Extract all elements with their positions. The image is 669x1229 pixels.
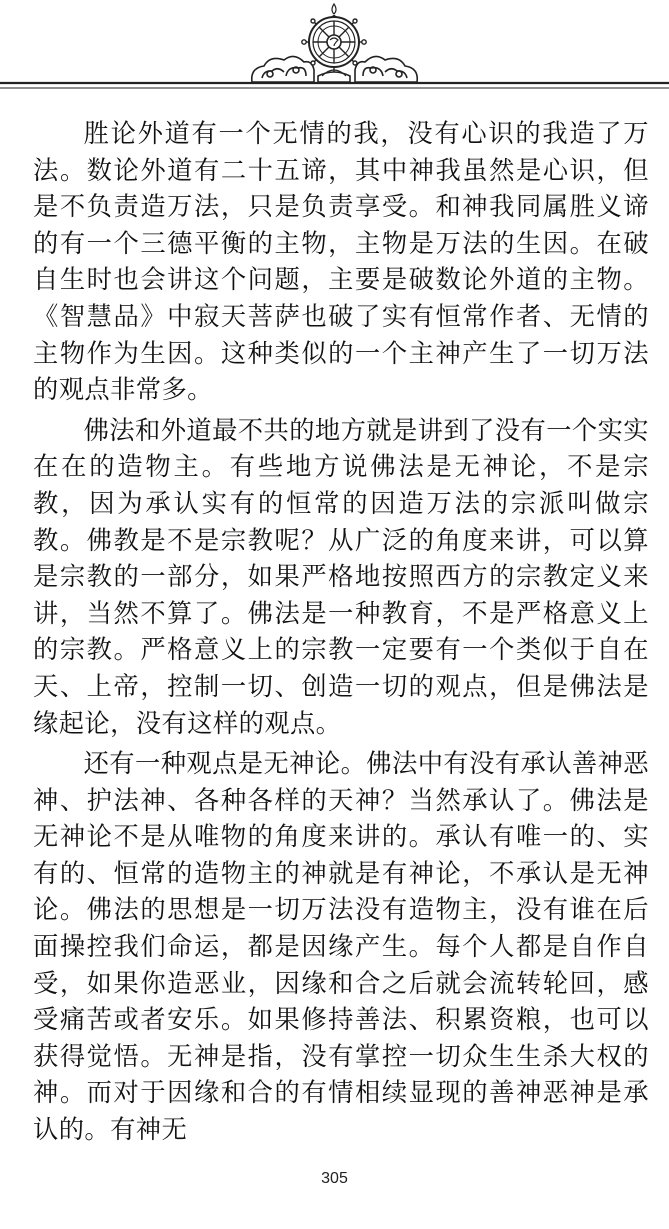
auspicious-cloud-icon bbox=[355, 56, 417, 82]
page-number: 305 bbox=[321, 1170, 348, 1187]
auspicious-cloud-icon bbox=[252, 56, 314, 82]
paragraph: 佛法和外道最不共的地方就是讲到了没有一个实实在在的造物主。有些地方说佛法是无神论，不是宗教，因为承认实有的恒常的因造万法的宗派叫做宗教。佛教是不是宗教呢？从广泛的角度来讲，可以算是宗教的一部分，如果严格地按照西方的宗教定义来讲，当然不算了。佛法是一种教育，不是严格意义上的宗教。严格意义上的宗教一定要有一个类似于自在天、上帝，控制一切、创造一切的观点，但是佛法是缘起论，没有这样的观点。 bbox=[33, 415, 649, 738]
page-header-ornament bbox=[0, 0, 669, 100]
page-body bbox=[33, 116, 649, 1153]
header-rule-lines bbox=[0, 83, 669, 88]
paragraph: 胜论外道有一个无情的我，没有心识的我造了万法。数论外道有二十五谛，其中神我虽然是心识，但是不负责造万法，只是负责享受。和神我同属胜义谛的有一个三德平衡的主物，主物是万法的生因。在破自生时也会讲这个问题，主要是破数论外道的主物。《智慧品》中寂天菩萨也破了实有恒常作者、无情的主物作为生因。这种类似的一个主神产生了一切万法的观点非常多。 bbox=[33, 119, 649, 405]
paragraph: 还有一种观点是无神论。佛法中有没有承认善神恶神、护法神、各种各样的天神？当然承认了。佛法是无神论不是从唯物的角度来讲的。承认有唯一的、实有的、恒常的造物主的神就是有神论，不承认是无神论。佛法的思想是一切万法没有造物主，没有谁在后面操控我们命运，都是因缘产生。每个人都是自作自受，如果你造恶业，因缘和合之后就会流转轮回，感受痛苦或者安乐。如果修持善法、积累资粮，也可以获得觉悟。无神是指，没有掌控一切众生生杀大权的神。而对于因缘和合的有情相续显现的善神恶神是承认的。有神无 bbox=[33, 749, 649, 1145]
